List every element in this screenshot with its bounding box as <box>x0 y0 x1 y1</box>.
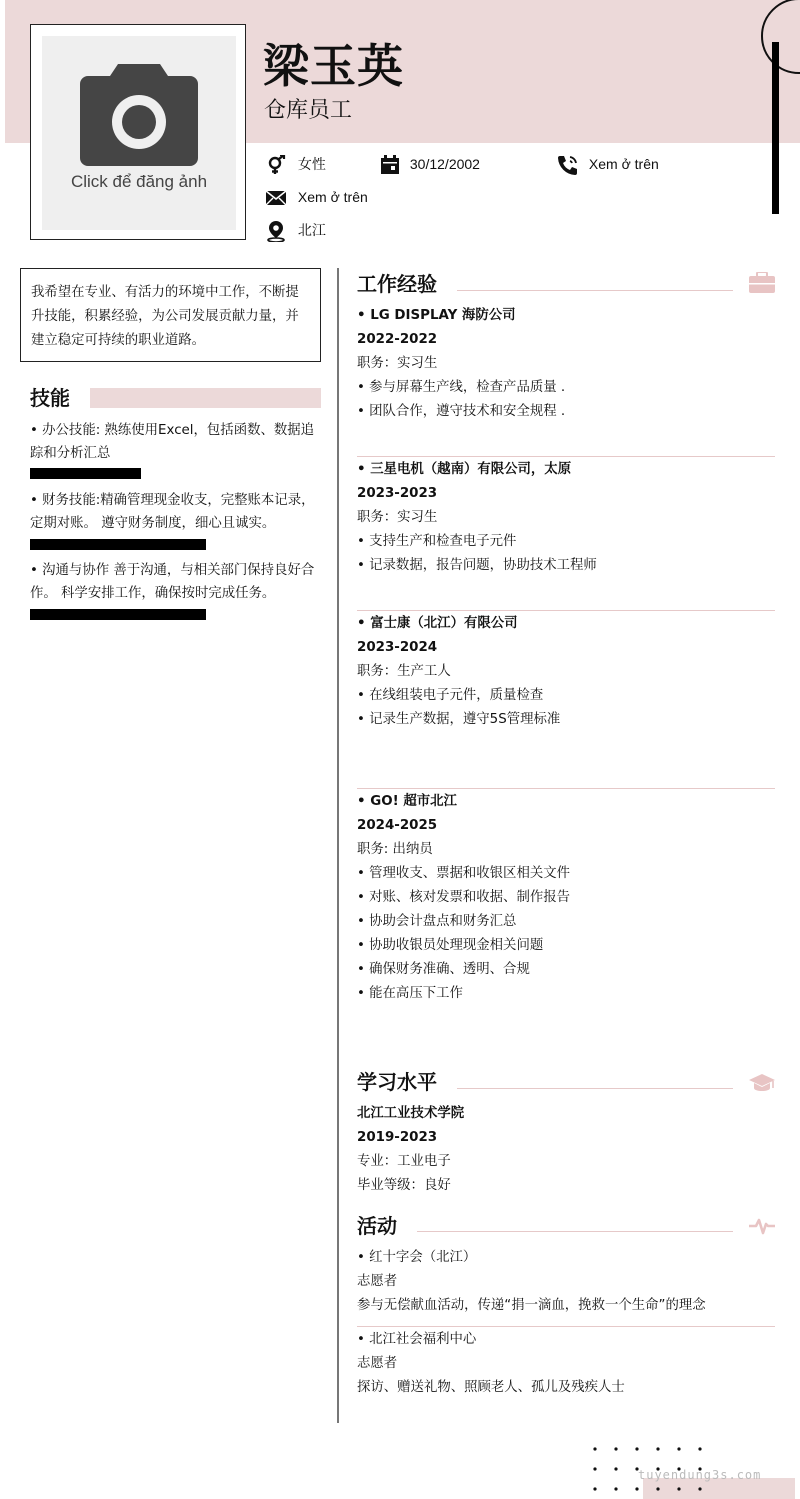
vertical-bar-decoration <box>772 42 779 214</box>
job-separator <box>357 610 775 611</box>
job-position: 职务: 出纳员 <box>357 842 433 857</box>
candidate-name: 梁玉英 <box>263 39 404 93</box>
job-separator <box>357 456 775 457</box>
job-bullet: • 记录数据，报告问题，协助技术工程师 <box>357 558 597 573</box>
activity-description: 探访、赠送礼物、照顾老人、孤儿及残疾人士 <box>357 1380 625 1395</box>
job-company: • 三星电机（越南）有限公司，太原 <box>357 462 572 477</box>
column-divider <box>337 268 339 1423</box>
career-objective: 我希望在专业、有活力的环境中工作，不断提升技能，积累经验，为公司发展贡献力量，并建立稳定可持续的职业道路。 <box>20 268 321 362</box>
activity-org: • 红十字会（北江） <box>357 1250 477 1265</box>
job-company: • LG DISPLAY 海防公司 <box>357 308 516 323</box>
job-position: 职务：实习生 <box>357 356 438 371</box>
skill-level-bar <box>30 539 206 550</box>
calendar-icon <box>380 155 400 175</box>
activity-separator <box>357 1326 775 1327</box>
location-icon <box>266 220 286 242</box>
gender-icon <box>266 155 288 175</box>
job-position: 职务：实习生 <box>357 510 438 525</box>
info-birthdate <box>380 154 480 175</box>
job-bullet: • 参与屏幕生产线，检查产品质量 . <box>357 380 566 395</box>
education-major: 专业：工业电子 <box>357 1154 451 1169</box>
experience-title: 工作经验 <box>357 272 437 296</box>
info-phone <box>557 154 659 176</box>
job-bullet: • 记录生产数据，遵守5S管理标准 <box>357 712 561 727</box>
skill-item: • 办公技能: 熟练使用Excel，包括函数、数据追踪和分析汇总 <box>30 423 315 461</box>
job-company: • GO! 超市北江 <box>357 794 457 809</box>
job-years: 2023-2024 <box>357 640 438 655</box>
briefcase-icon <box>748 272 776 294</box>
birthdate-value: 30/12/2002 <box>409 156 480 172</box>
heartbeat-icon <box>748 1216 776 1236</box>
job-bullet: • 协助收银员处理现金相关问题 <box>357 938 544 953</box>
info-address <box>266 220 326 242</box>
activity-org: • 北江社会福利中心 <box>357 1332 477 1347</box>
skills-title-bar <box>90 388 321 408</box>
job-bullet: • 管理收支、票据和收银区相关文件 <box>357 866 571 881</box>
watermark: tuyendung3s.com <box>638 1468 762 1482</box>
camera-icon[interactable] <box>80 64 198 166</box>
info-gender <box>266 154 326 175</box>
photo-upload-label[interactable]: Click để đăng ảnh <box>70 172 208 191</box>
job-bullet: • 在线组装电子元件，质量检查 <box>357 688 544 703</box>
education-title-line <box>457 1088 733 1089</box>
experience-title-line <box>457 290 733 291</box>
skill-item: • 沟通与协作 善于沟通，与相关部门保持良好合作。 科学安排工作，确保按时完成任务。 <box>30 563 315 601</box>
job-bullet: • 确保财务准确、透明、合规 <box>357 962 530 977</box>
job-years: 2024-2025 <box>357 818 438 833</box>
job-bullet: • 能在高压下工作 <box>357 986 463 1001</box>
address-value: 北江 <box>297 222 326 238</box>
graduation-cap-icon <box>748 1072 776 1092</box>
activity-role: 志愿者 <box>357 1274 398 1289</box>
job-years: 2022-2022 <box>357 332 438 347</box>
gender-value: 女性 <box>297 156 326 172</box>
job-bullet: • 协助会计盘点和财务汇总 <box>357 914 517 929</box>
job-bullet: • 对账、核对发票和收据、制作报告 <box>357 890 571 905</box>
activities-title-line <box>417 1231 733 1232</box>
phone-icon <box>557 154 579 176</box>
education-years: 2019-2023 <box>357 1130 438 1145</box>
activity-role: 志愿者 <box>357 1356 398 1371</box>
education-title: 学习水平 <box>357 1070 437 1094</box>
job-company: • 富士康（北江）有限公司 <box>357 616 518 631</box>
skills-title: 技能 <box>30 386 70 410</box>
activities-title: 活动 <box>357 1214 397 1238</box>
phone-value: Xem ở trên <box>588 156 659 172</box>
email-value: Xem ở trên <box>297 189 368 205</box>
education-grade: 毕业等级：良好 <box>357 1178 451 1193</box>
email-icon <box>266 190 286 206</box>
job-separator <box>357 788 775 789</box>
skill-level-bar <box>30 609 206 620</box>
activity-description: 参与无偿献血活动，传递“捐一滴血，挽救一个生命”的理念 <box>357 1298 706 1313</box>
education-school: 北江工业技术学院 <box>357 1106 465 1121</box>
job-bullet: • 支持生产和检查电子元件 <box>357 534 517 549</box>
job-position: 职务：生产工人 <box>357 664 451 679</box>
job-bullet: • 团队合作，遵守技术和安全规程 . <box>357 404 566 419</box>
job-title: 仓库员工 <box>264 98 353 123</box>
info-email <box>266 187 368 207</box>
skill-level-bar <box>30 468 141 479</box>
skill-item: • 财务技能:精确管理现金收支，完整账本记录，定期对账。 遵守财务制度，细心且诚实。 <box>30 493 315 531</box>
job-years: 2023-2023 <box>357 486 438 501</box>
